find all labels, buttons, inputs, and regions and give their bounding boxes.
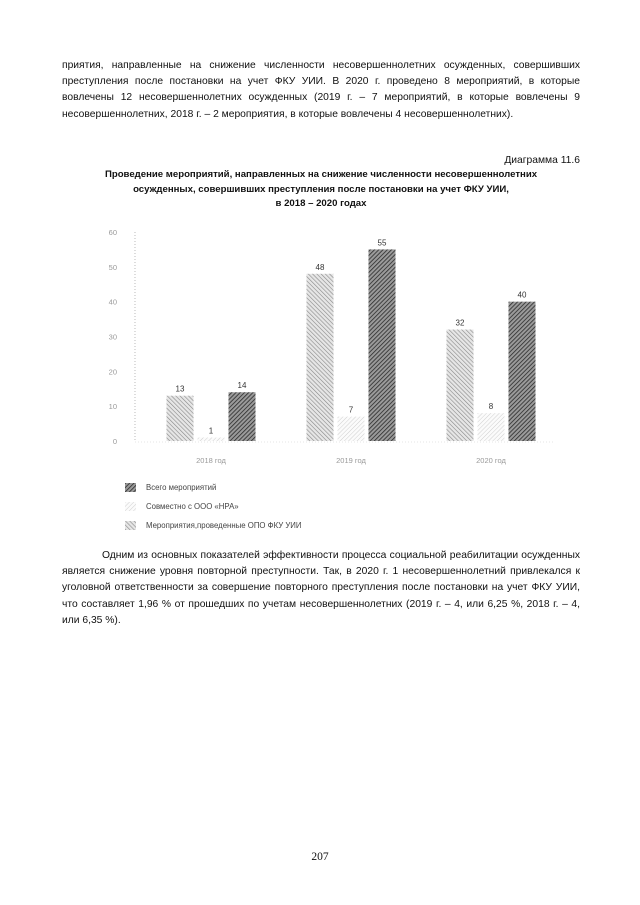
bar-value-label: 8 — [488, 402, 494, 412]
bar-value-label: 48 — [315, 262, 325, 272]
bar-value-label: 55 — [377, 238, 387, 248]
legend-label: Всего мероприятий — [146, 483, 217, 492]
legend-swatch — [125, 502, 136, 511]
bar-value-label: 13 — [175, 384, 185, 394]
chart-bar — [307, 274, 334, 441]
legend-item — [125, 478, 302, 497]
legend-item — [125, 516, 302, 535]
legend-label: Мероприятия,проведенные ОПО ФКУ УИИ — [146, 521, 302, 530]
diagram-title-line: в 2018 – 2020 годах — [275, 198, 367, 209]
chart-bar — [447, 330, 474, 441]
diagram-number: Диаграмма 11.6 — [504, 155, 580, 166]
bar-value-label: 32 — [455, 318, 465, 328]
legend-label: Совместно с ООО «НРА» — [146, 502, 239, 511]
chart-bar — [229, 392, 256, 441]
diagram-title-line: Проведение мероприятий, направленных на снижение численности несовершеннолетних — [104, 169, 538, 180]
x-tick-label: 2019 год — [336, 456, 366, 465]
chart-bar — [198, 438, 225, 441]
bar-value-label: 1 — [208, 426, 214, 436]
y-tick-label: 0 — [112, 437, 117, 446]
bar-value-label: 7 — [348, 405, 354, 415]
y-tick-label: 50 — [108, 262, 117, 272]
bar-value-label: 40 — [517, 290, 527, 300]
chart-bar — [509, 302, 536, 441]
chart-legend — [125, 478, 302, 535]
x-tick-label: 2020 год — [476, 456, 506, 465]
diagram-title-line: осужденных, совершивших преступления после постановки на учет ФКУ УИИ, — [133, 183, 509, 195]
y-tick-label: 30 — [108, 332, 117, 342]
paragraph-bottom: Одним из основных показателей эффективности процесса социальной реабилитации осужденных является снижение уровня повторной преступности. Так, в 2020 г. 1 несовершеннолетний привлекался к уголовной ответственности за совершение повторного преступления после постановки на учет ФКУ УИИ, что составляет 1,96 % от прошедших по учетам несовершеннолетних (2019 г. – 4, или 6,25 %, 2018 г. – 4, или 6,35 %). — [62, 550, 580, 626]
legend-swatch — [125, 521, 136, 530]
legend-swatch — [125, 483, 136, 492]
paragraph-top: приятия, направленные на снижение численности несовершеннолетних осужденных, совершивших преступления после постановки на учет ФКУ УИИ. В 2020 г. проведено 8 мероприятий, в которые вовлечены 12 несовершеннолетних осужденных (2019 г. – 7 мероприятий, в которые вовлечены 9 несовершеннолетних, 2018 г. – 2 мероприятия, в которые вовлечены 4 несовершеннолетних). — [62, 60, 580, 120]
legend-item — [125, 497, 302, 516]
chart-bar — [369, 249, 396, 441]
chart-bar — [167, 396, 194, 441]
y-tick-label: 60 — [108, 228, 117, 237]
chart-bar — [478, 413, 505, 441]
x-tick-label: 2018 год — [196, 456, 226, 465]
bar-value-label: 14 — [237, 381, 247, 391]
y-tick-label: 10 — [108, 402, 117, 412]
chart-bar — [338, 417, 365, 441]
y-tick-label: 20 — [108, 367, 117, 377]
page-number: 207 — [311, 851, 329, 863]
y-tick-label: 40 — [108, 297, 117, 307]
